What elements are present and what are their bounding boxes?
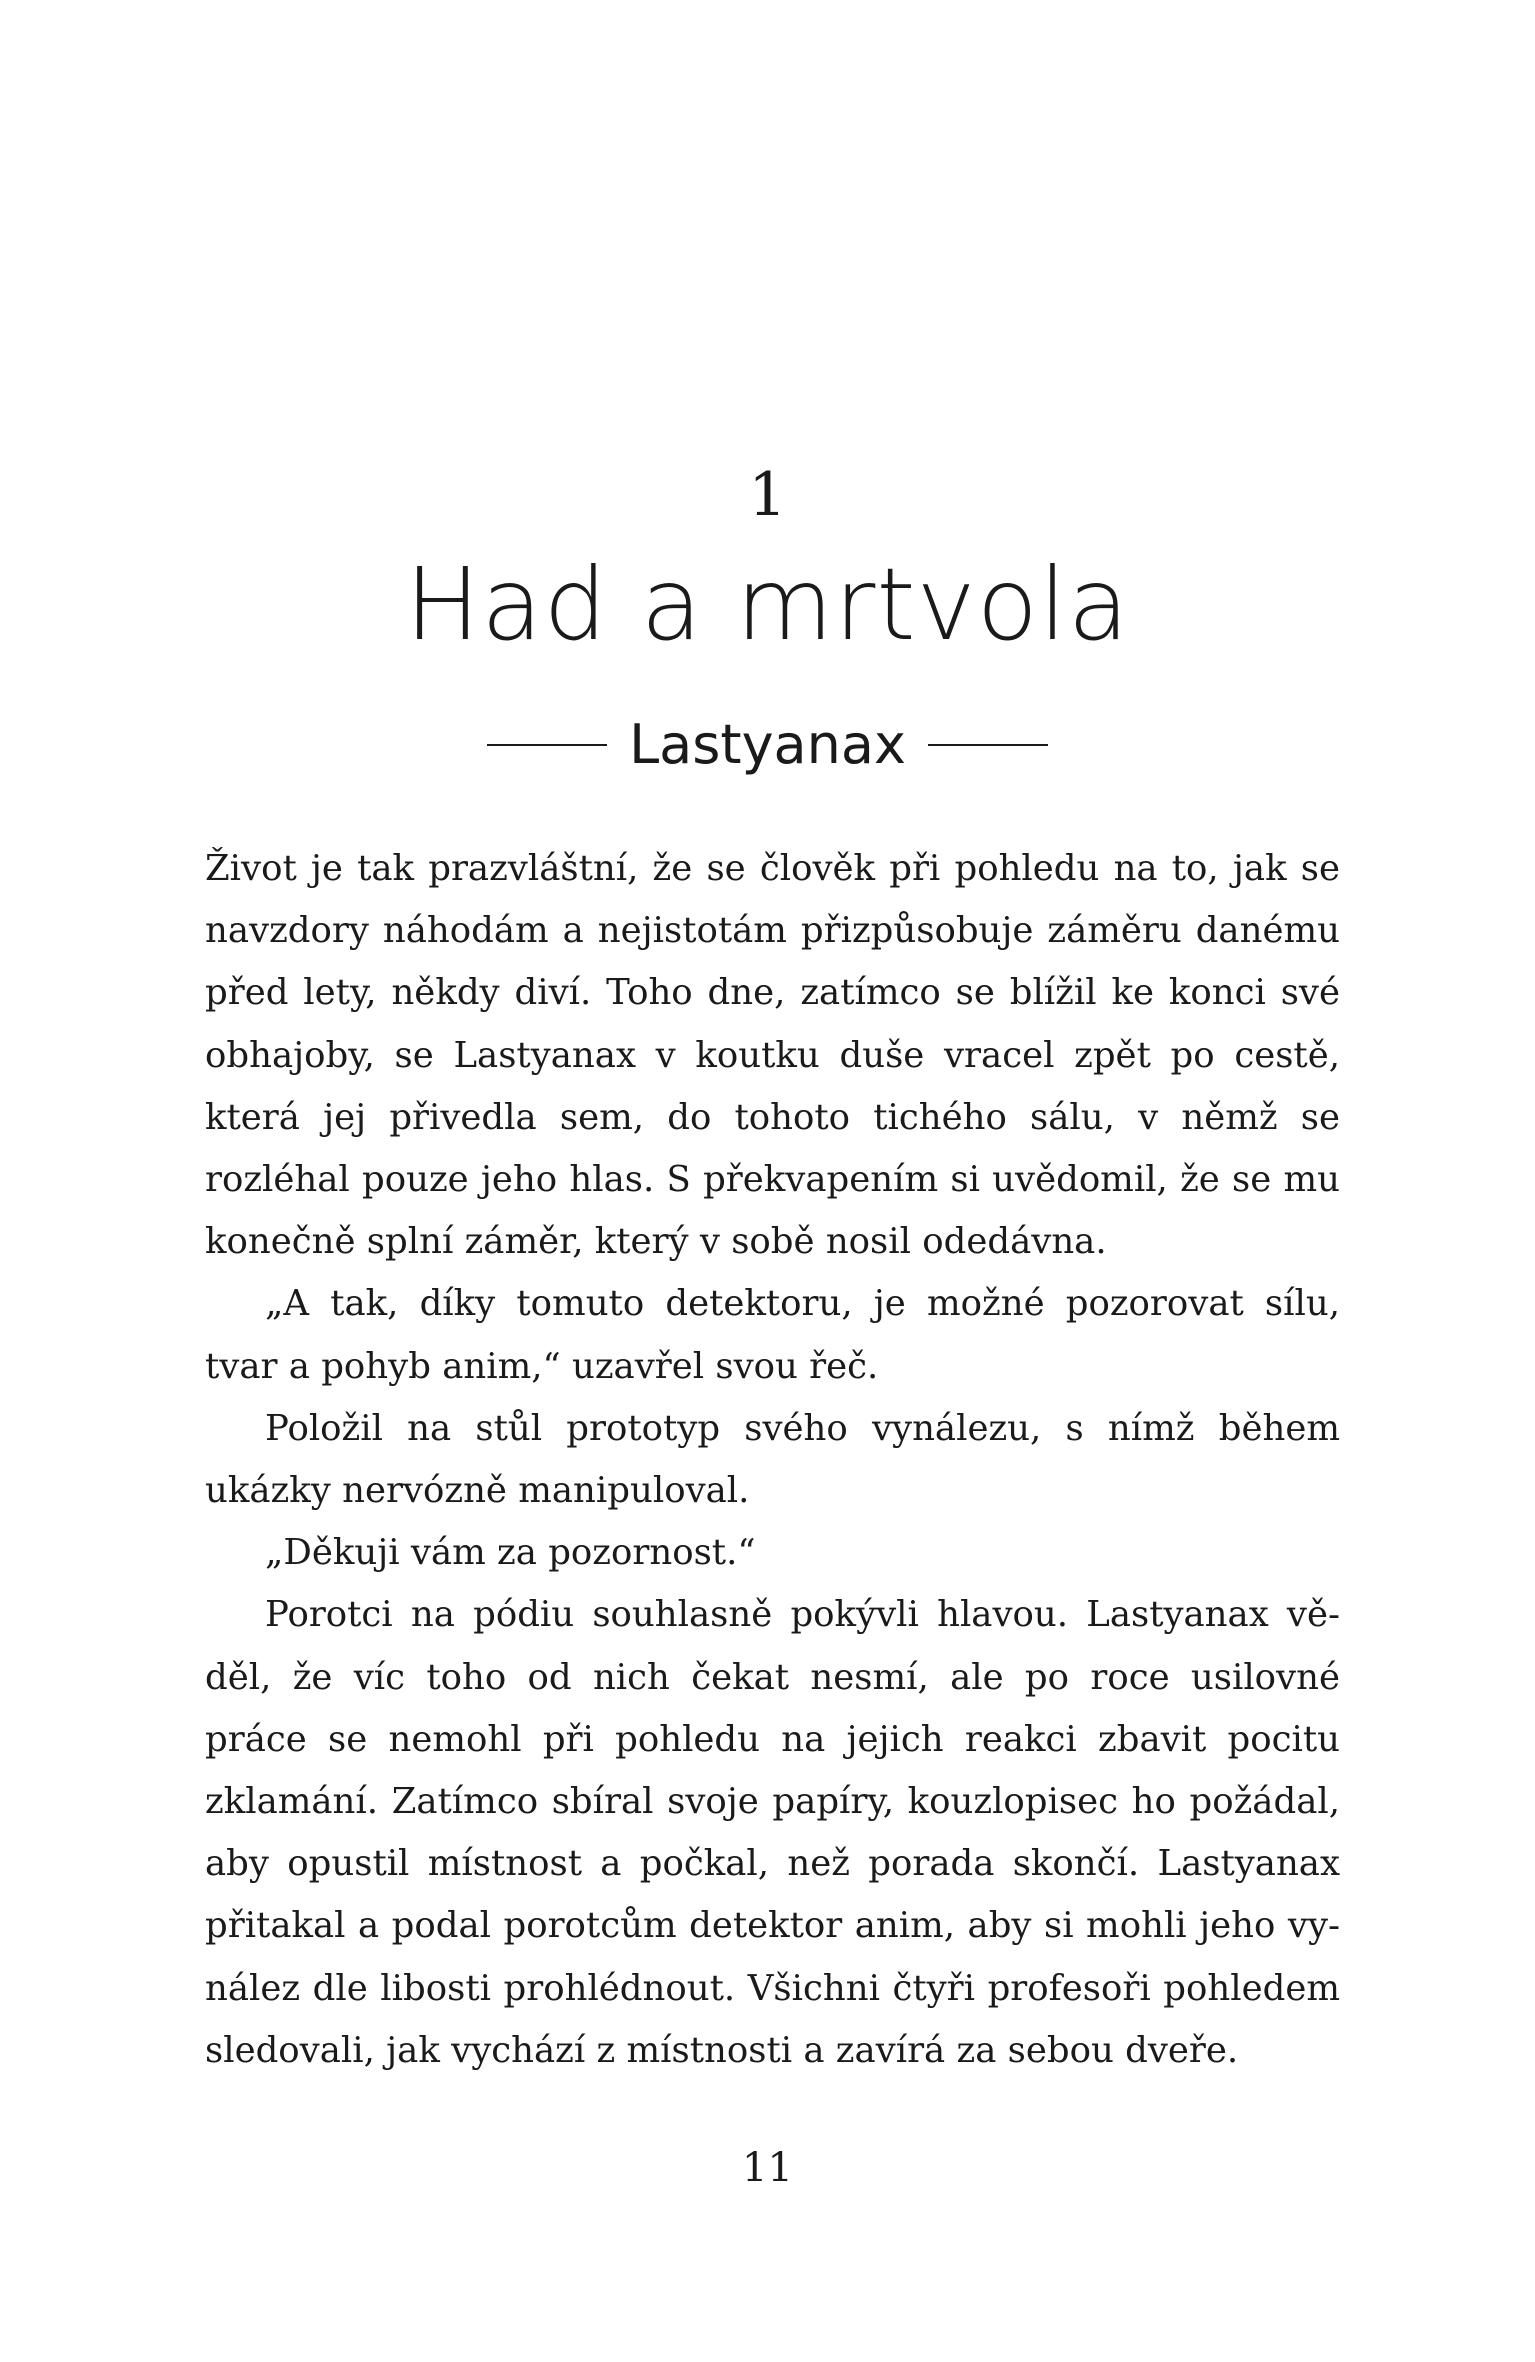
page-number: 11 bbox=[742, 2145, 793, 2191]
body-text bbox=[205, 838, 1340, 2082]
paragraph: Život je tak prazvláštní, že se člověk při pohledu na to, jak se navzdory náhodám a nejistotám přizpůsobuje záměru danému před lety, někdy diví. Toho dne, zatímco se blížil ke konci své obhajoby, se Lastyanax v koutku duše vracel zpět po cestě, která jej přivedla sem, do tohoto tichého sálu, v němž se rozléhal pouze jeho hlas. S překvapením si uvědomil, že se mu konečně splní záměr, který v sobě nosil odedávna. bbox=[205, 848, 1340, 1263]
chapter-pov-line bbox=[0, 705, 1535, 785]
paragraph: Položil na stůl prototyp svého vynálezu, s nímž během ukázky nervózně manipuloval. bbox=[205, 1407, 1340, 1512]
paragraph: „Děkuji vám za pozornost.“ bbox=[265, 1532, 756, 1574]
paragraph: Porotci na pódiu souhlasně pokývli hlavou. Lastyanax věděl, že víc toho od nich čekat nesmí, ale po roce usilovné práce se nemohl při pohledu na jejich reakci zbavit pocitu zklamání. Zatímco sbíral svoje papíry, kouzlopisec ho požádal, aby opustil místnost a počkal, než porada skončí. Lastyanax přitakal a podal porotcům detektor anim, aby si mohli jeho vynález dle libosti prohlédnout. Všichni čtyři profesoři pohledem sledovali, jak vychází z místnosti a zavírá za sebou dveře. bbox=[205, 1594, 1340, 2071]
right-rule bbox=[928, 744, 1048, 746]
chapter-number: 1 bbox=[748, 460, 787, 530]
paragraph: „A tak, díky tomuto detektoru, je možné pozorovat sílu, tvar a pohyb anim,“ uzavřel svou řeč. bbox=[205, 1283, 1340, 1387]
chapter-pov-name: Lastyanax bbox=[629, 713, 906, 776]
left-rule bbox=[487, 744, 607, 746]
chapter-title: Had a mrtvola bbox=[405, 546, 1130, 663]
